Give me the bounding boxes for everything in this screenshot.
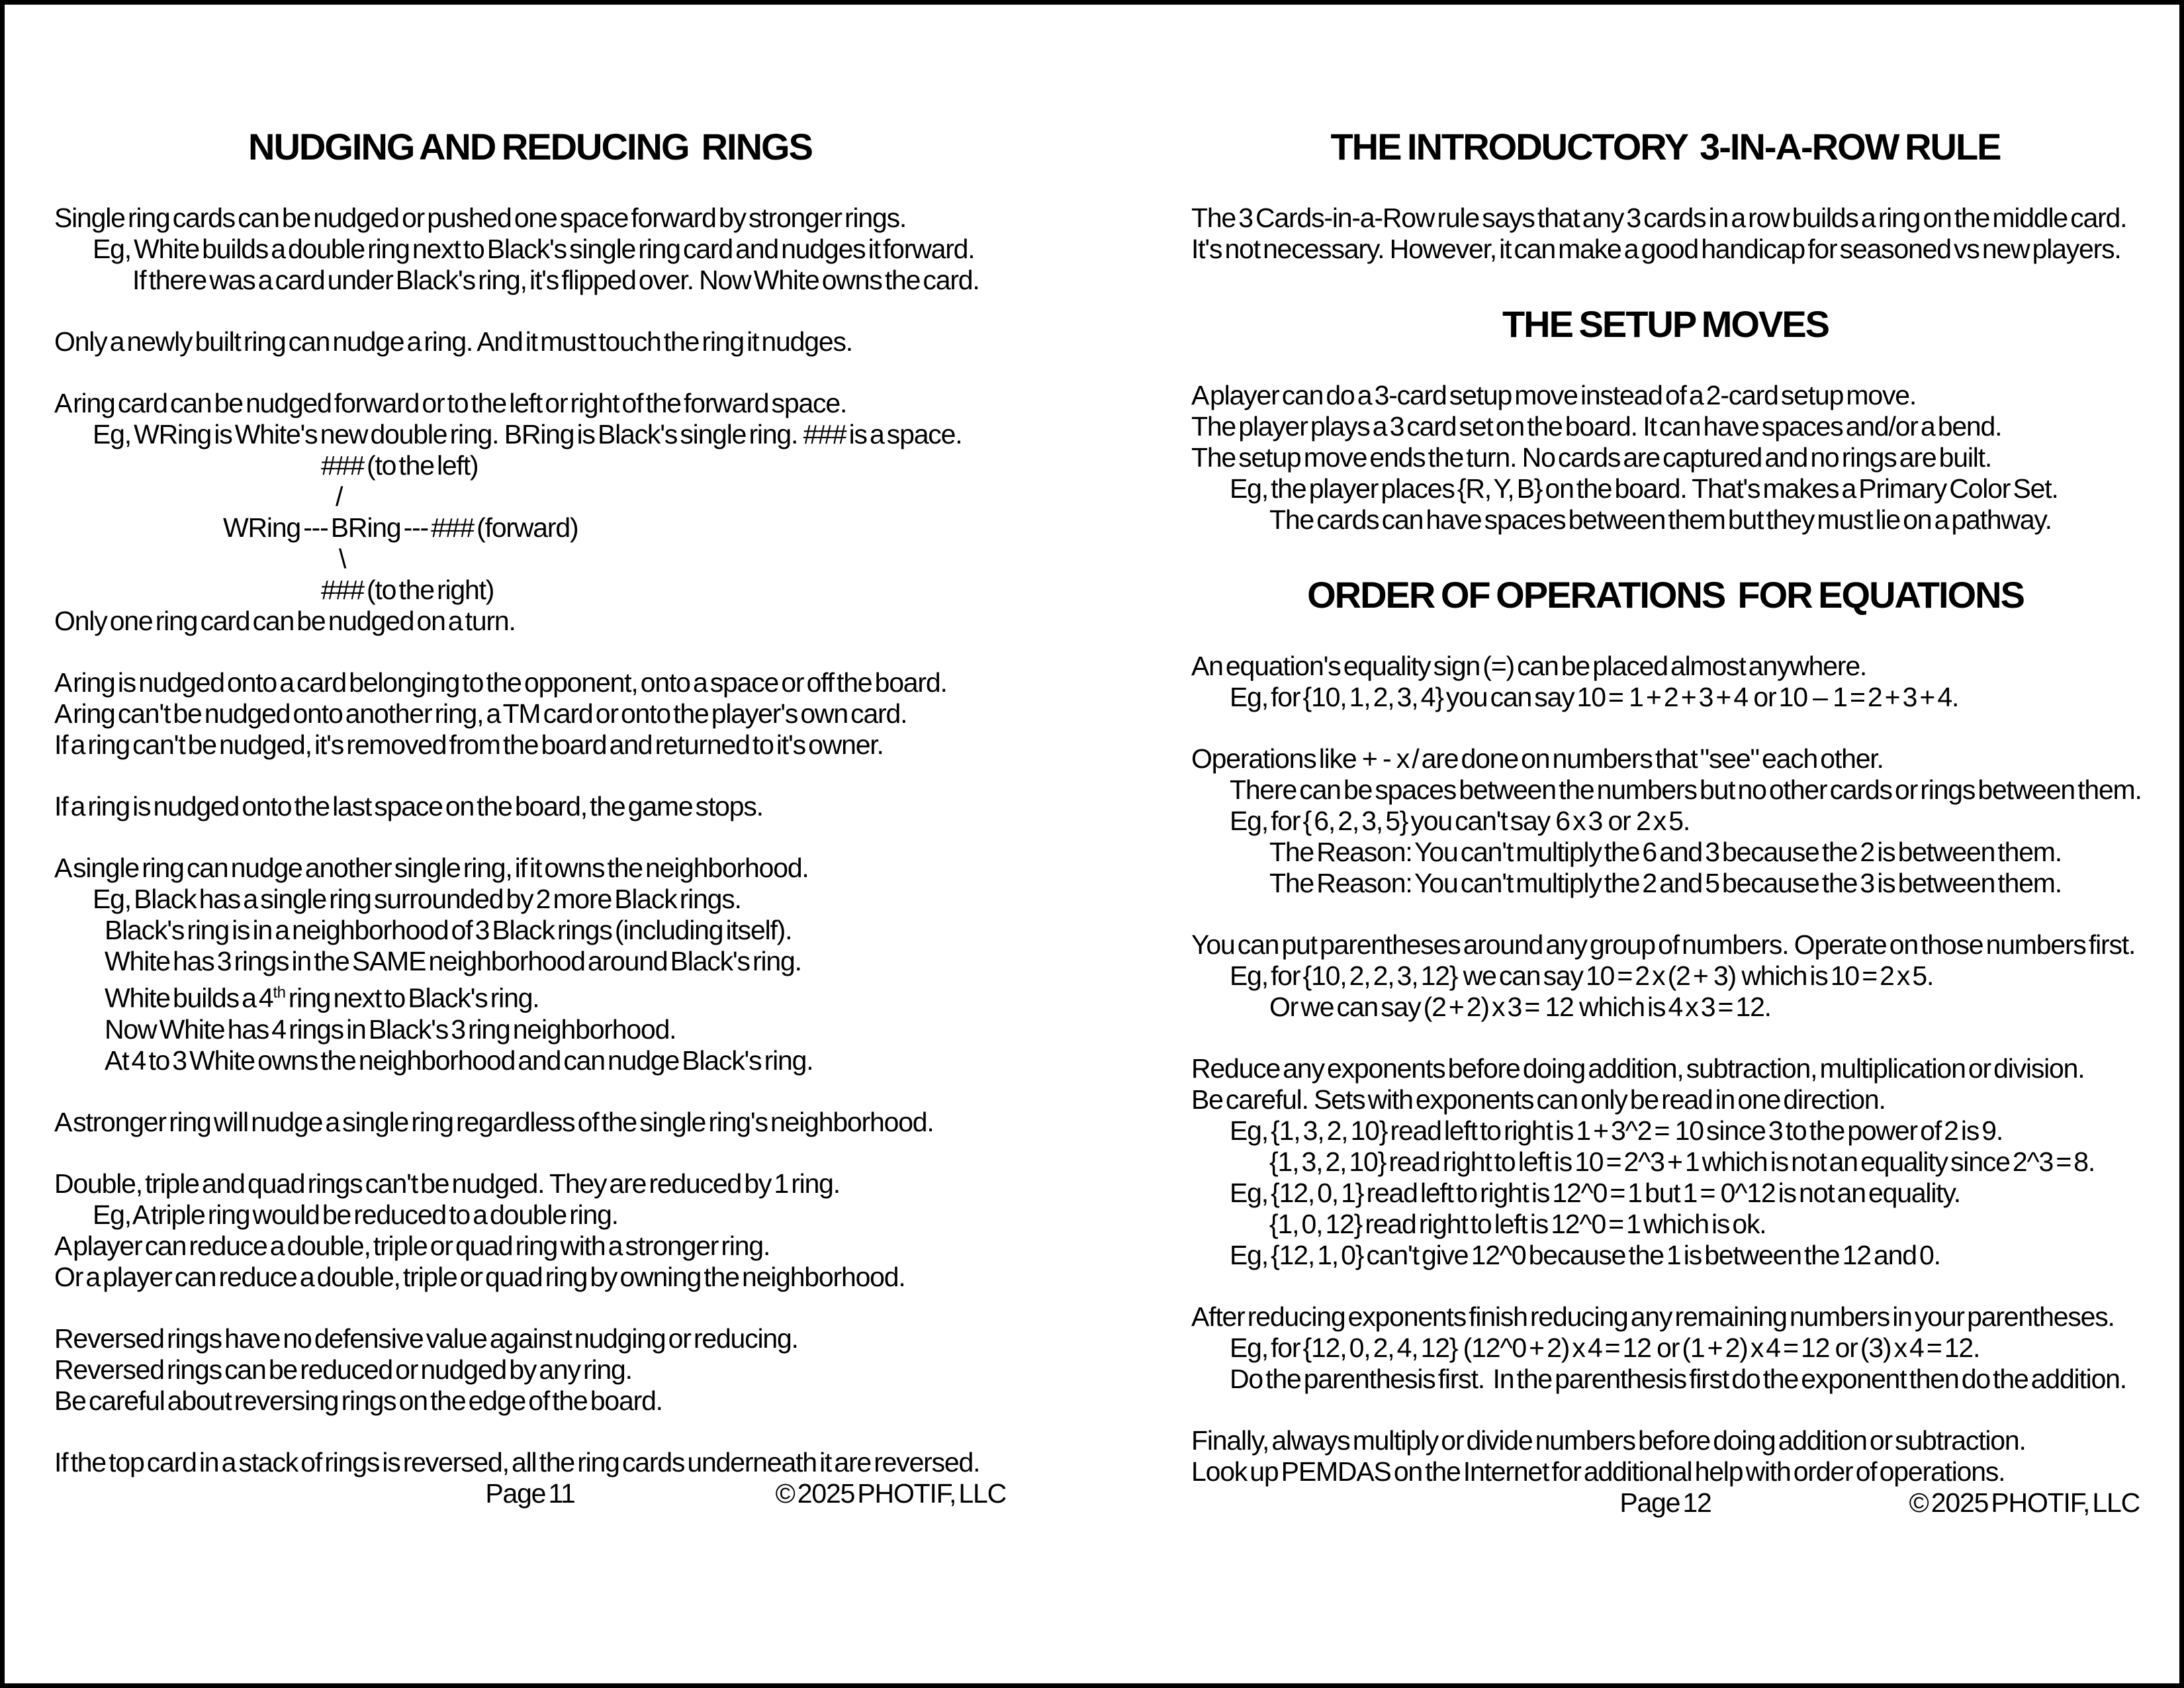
rule-line: The setup move ends the turn. No cards are captured and no rings are built. [1191,442,1992,473]
page-title-nudging-reducing: NUDGING AND REDUCING RINGS [248,126,812,167]
rule-line-text: White builds a 4 [105,982,273,1013]
rule-line: Only a newly built ring can nudge a ring. And it must touch the ring it nudges. [54,326,852,357]
rule-line: White has 3 rings in the SAME neighborhood around Black's ring. [105,946,801,976]
rule-line: The Reason: You can't multiply the 6 and 3 because the 2 is between them. [1269,837,2062,867]
rule-line: Eg, {12, 0, 1} read left to right is 12^0 = 1 but 1 = 0^12 is not an equality. [1229,1178,1960,1208]
rule-line: Operations like + - x / are done on numbers that "see" each other. [1191,743,1884,774]
rule-line: Eg, A triple ring would be reduced to a double ring. [93,1199,618,1230]
paragraph-3-in-a-row [1191,203,2140,265]
rule-line: Eg, the player places {R, Y, B} on the board. That's makes a Primary Color Set. [1229,473,2058,504]
rule-line: Be careful about reversing rings on the edge of the board. [54,1385,662,1416]
rule-line: Single ring cards can be nudged or pushed one space forward by stronger rings. [54,203,907,233]
page-number: Page 11 [485,1477,575,1509]
rule-line: {1, 3, 2, 10} read right to left is 10 = 2^3 + 1 which is not an equality since 2^3 = 8. [1269,1147,2095,1177]
copyright: © 2025 PHOTIF, LLC [1909,1487,2140,1518]
page-footer [54,1478,1006,1509]
rule-line: There can be spaces between the numbers but no other cards or rings between them. [1229,774,2142,805]
rule-line: If a ring is nudged onto the last space on the board, the game stops. [54,791,763,821]
paragraph-single-ring-nudge [54,203,1006,296]
rule-line: Now White has 4 rings in Black's 3 ring neighborhood. [105,1013,676,1045]
rule-line-fourth-ring [54,977,1006,1014]
rule-line: A single ring can nudge another single ring, if it owns the neighborhood. [54,853,809,883]
diagram-line-left: ### (to the left) [321,450,478,481]
rule-line: At 4 to 3 White owns the neighborhood and can nudge Black's ring. [105,1045,813,1076]
paragraph-reducing [54,1168,1006,1293]
paragraph-operations-see [1191,743,2140,899]
diagram-line-backslash: \ [339,543,346,574]
rule-line: The player plays a 3 card set on the board. It can have spaces and/or a bend. [1191,411,2002,442]
paragraph-newly-built-ring [54,326,1006,357]
paragraph-exponents [1191,1053,2140,1271]
rule-line: Eg, {1, 3, 2, 10} read left to right is 1 + 3^2 = 10 since 3 to the power of 2 is 9. [1229,1115,2003,1146]
rule-line: Only one ring card can be nudged on a turn. [54,606,516,636]
rule-line: The 3 Cards-in-a-Row rule says that any 3 cards in a row builds a ring on the middle card. [1191,203,2127,233]
paragraph-nudge-targets [54,667,1006,761]
paragraph-stronger-ring [54,1107,1006,1138]
diagram-line-slash: / [336,481,343,512]
paragraph-parentheses [1191,929,2140,1023]
rule-line: Double, triple and quad rings can't be nudged. They are reduced by 1 ring. [54,1168,840,1199]
rule-line: {1, 0, 12} read right to left is 12^0 = 1 which is ok. [1269,1209,1766,1239]
rule-line: A stronger ring will nudge a single ring regardless of the single ring's neighborhood. [54,1106,934,1137]
rule-line: A ring can't be nudged onto another ring, a TM card or onto the player's own card. [54,698,907,729]
rule-line: Eg, White builds a double ring next to Black's single ring card and nudges it forward. [93,234,975,264]
rule-line: Or we can say (2 + 2) x 3 = 12 which is 4 x 3 = 12. [1269,992,1771,1022]
paragraph-after-exponents [1191,1301,2140,1395]
rule-line: An equation's equality sign (=) can be placed almost anywhere. [1191,651,1867,681]
rule-line: If there was a card under Black's ring, it's flipped over. Now White owns the card. [132,265,979,295]
rule-line: A ring is nudged onto a card belonging to the opponent, onto a space or off the board. [54,667,947,698]
paragraph-pemdas [1191,1425,2140,1487]
rule-line: The cards can have spaces between them but they must lie on a pathway. [1269,504,2052,535]
rule-line: Reduce any exponents before doing addition, subtraction, multiplication or division. [1191,1053,2085,1084]
page-footer [1191,1487,2140,1519]
rule-line: It's not necessary. However, it can make a good handicap for seasoned vs new players. [1191,234,2121,264]
rule-line: After reducing exponents finish reducing any remaining numbers in your parentheses. [1191,1301,2115,1332]
rule-line: The Reason: You can't multiply the 2 and 5 because the 3 is between them. [1269,868,2062,898]
page-number: Page 12 [1619,1487,1711,1518]
paragraph-stack-reversed [54,1447,1006,1478]
rule-line: Black's ring is in a neighborhood of 3 Black rings (including itself). [105,915,792,945]
rule-line: Look up PEMDAS on the Internet for additional help with order of operations. [1191,1456,2005,1487]
copyright: © 2025 PHOTIF, LLC [775,1477,1006,1509]
rule-line: Eg, for { 6, 2, 3, 5} you can't say 6 x 3 or 2 x 5. [1229,806,1690,836]
page-title-3-in-a-row: THE INTRODUCTORY 3-IN-A-ROW RULE [1330,126,2001,167]
rule-line: Eg, for {10, 2, 2, 3, 12} we can say 10 = 2 x (2 + 3) which is 10 = 2 x 5. [1229,961,1934,991]
rule-line: Eg, {12, 1, 0} can't give 12^0 because the 1 is between the 12 and 0. [1229,1240,1940,1270]
page-11 [5,5,1092,1683]
paragraph-neighborhood [54,853,1006,1076]
paragraph-reversed-rings [54,1323,1006,1417]
rule-line: Eg, WRing is White's new double ring. BRing is Black's single ring. ### is a space. [93,419,962,449]
diagram-line-right: ### (to the right) [321,575,494,605]
rule-line: Reversed rings can be reduced or nudged by any ring. [54,1354,632,1385]
paragraph-setup-moves [1191,380,2140,536]
rule-line: A player can do a 3-card setup move instead of a 2-card setup move. [1191,380,1917,410]
rule-line: A player can reduce a double, triple or quad ring with a stronger ring. [54,1230,770,1261]
rule-line: If the top card in a stack of rings is reversed, all the ring cards underneath it are reversed. [54,1446,980,1477]
section-title-setup-moves: THE SETUP MOVES [1502,303,1829,345]
section-title-order-of-operations: ORDER OF OPERATIONS FOR EQUATIONS [1307,574,2024,616]
diagram-line-forward: WRing --- BRing --- ### (forward) [223,512,578,543]
rule-line: Reversed rings have no defensive value against nudging or reducing. [54,1323,798,1354]
rule-line: You can put parentheses around any group of numbers. Operate on those numbers first. [1191,929,2136,960]
rule-line: Eg, Black has a single ring surrounded by 2 more Black rings. [93,884,741,914]
rule-line: Or a player can reduce a double, triple or quad ring by owning the neighborhood. [54,1261,905,1292]
paragraph-last-space [54,791,1006,822]
rule-line: Finally, always multiply or divide numbers before doing addition or subtraction. [1191,1425,2026,1456]
rule-line: Do the parenthesis first. In the parenthesis first do the exponent then do the addition. [1229,1364,2126,1394]
paragraph-nudge-directions [54,388,1006,637]
rule-line: If a ring can't be nudged, it's removed from the board and returned to it's owner. [54,729,884,760]
paragraph-equality-sign [1191,651,2140,713]
rule-line: A ring card can be nudged forward or to the left or right of the forward space. [54,388,847,418]
rule-line: Eg, for {12, 0, 2, 4, 12} (12^0 + 2) x 4 = 12 or (1 + 2) x 4 = 12 or (3) x 4 = 12. [1229,1333,1980,1363]
rule-line: Eg, for {10, 1, 2, 3, 4} you can say 10 = 1 + 2 + 3 + 4 or 10 – 1 = 2 + 3 + 4. [1229,682,1959,712]
rule-line: Be careful. Sets with exponents can only be read in one direction. [1191,1084,1886,1115]
page-12 [1092,5,2179,1683]
ordinal-suffix: th [273,984,286,1002]
rule-line-text: ring next to Black's ring. [285,982,539,1013]
